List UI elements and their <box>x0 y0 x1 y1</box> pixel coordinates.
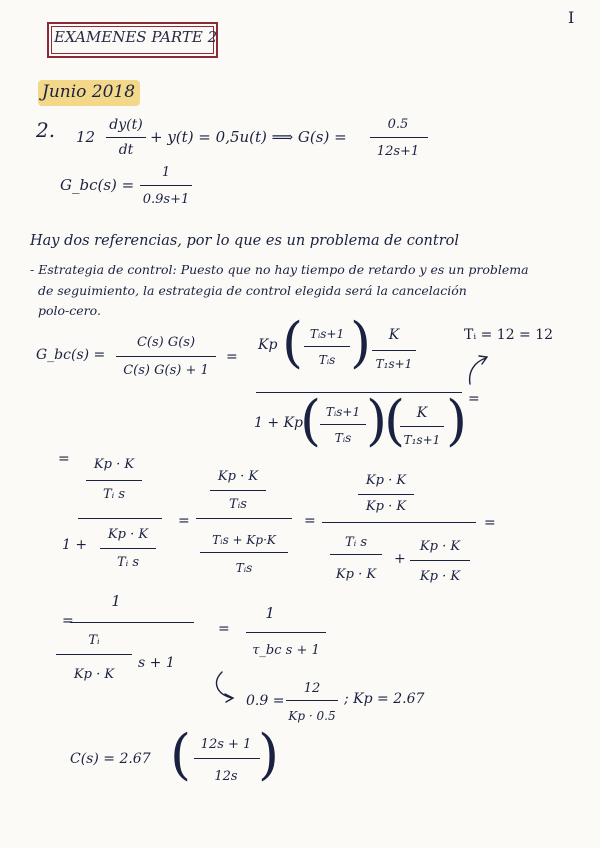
exam-date: Junio 2018 <box>42 82 136 102</box>
eq5-numerator: 12s + 1 <box>200 737 252 752</box>
ode-rest: + y(t) = 0,5u(t) ⟹ G(s) = <box>150 128 347 146</box>
eq1-den-paren-right-2: ) <box>446 389 468 452</box>
eq2-equals-b: = <box>178 513 190 529</box>
eq1-den-ti-denominator: Tᵢs <box>334 431 352 445</box>
eq2-a-den-den: Tᵢ s <box>116 555 140 570</box>
eq1-den-paren-left: ( <box>300 389 322 452</box>
eq3-den-inner-num: Tᵢ <box>88 633 100 648</box>
gbc-denominator: 0.9s+1 <box>142 192 190 207</box>
eq2-c-den-a-num: Tᵢ s <box>344 535 368 550</box>
eq5-lhs: C(s) = 2.67 <box>70 751 151 767</box>
eq3-den-tail: s + 1 <box>138 655 175 671</box>
eq1-den-paren-right: ) <box>366 389 388 452</box>
eq1-den-k-numerator: K <box>416 405 428 421</box>
problem-number: 2. <box>36 118 56 142</box>
text-line-3: de seguimiento, la estrategia de control elegida será la cancelación <box>38 283 467 298</box>
eq2-equals: = <box>58 451 70 467</box>
eq2-a-num-den: Tᵢ s <box>102 487 126 502</box>
eq1-paren-left: ( <box>282 311 304 374</box>
eq4-denominator: Kp · 0.5 <box>288 709 336 723</box>
eq1-equals: = <box>226 349 238 365</box>
ode-coefficient: 12 <box>76 128 96 146</box>
eq2-c-den-b-den: Kp · K <box>419 569 461 584</box>
eq4-lhs: 0.9 = <box>246 693 285 709</box>
eq1-ti-note: Tᵢ = 12 = 12 <box>464 327 554 343</box>
eq3-equals-b: = <box>218 621 230 637</box>
eq2-c-plus: + <box>394 551 406 567</box>
eq2-c-num-den: Kp · K <box>365 499 407 514</box>
eq1-den-ti-numerator: Tᵢs+1 <box>325 405 361 419</box>
eq4-tail: ; Kp = 2.67 <box>344 691 425 707</box>
eq2-a-den-prefix: 1 + <box>62 537 88 553</box>
text-line-4: polo-cero. <box>38 303 101 318</box>
text-line-2: - Estrategia de control: Puesto que no hay tiempo de retardo y es un problema <box>30 262 529 277</box>
curved-arrow-down-head <box>225 694 233 702</box>
eq2-equals-c: = <box>304 513 316 529</box>
eq1-frac-numerator: C(s) G(s) <box>136 335 196 350</box>
eq2-end-equals: = <box>484 515 496 531</box>
eq1-lhs: G_bc(s) = <box>36 347 106 363</box>
eq2-b-num-num: Kp · K <box>217 469 259 484</box>
eq2-c-den-a-den: Kp · K <box>335 567 377 582</box>
eq2-b-num-den: Tᵢs <box>229 497 247 512</box>
page-title: EXAMENES PARTE 2 <box>54 28 218 46</box>
eq2-b-den-den: Tᵢs <box>235 561 253 575</box>
eq1-den-paren-left-2: ( <box>384 389 406 452</box>
eq1-den-k-denominator: T₁s+1 <box>403 433 441 447</box>
gbc-label: G_bc(s) = <box>60 176 135 194</box>
ode-derivative-denominator: dt <box>118 142 134 158</box>
eq1-end-equals: = <box>468 391 480 407</box>
eq1-k-numerator: K <box>388 327 400 343</box>
curved-arrow-down <box>217 672 232 698</box>
eq2-a-num-num: Kp · K <box>93 457 135 472</box>
gbc-numerator: 1 <box>161 165 171 180</box>
text-line-1: Hay dos referencias, por lo que es un problema de control <box>30 233 460 249</box>
eq2-b-den-num: Tᵢs + Kp·K <box>212 533 276 547</box>
eq1-ti-numerator: Tᵢs+1 <box>309 327 345 341</box>
eq3-numerator: 1 <box>111 592 121 610</box>
eq1-paren-right: ) <box>350 311 372 374</box>
eq1-ti-denominator: Tᵢs <box>318 353 336 367</box>
eq1-k-denominator: T₁s+1 <box>375 357 413 371</box>
eq2-c-num-num: Kp · K <box>365 473 407 488</box>
eq3-b-denominator: τ_bc s + 1 <box>252 643 320 658</box>
eq4-numerator: 12 <box>303 681 321 696</box>
eq2-a-den-num: Kp · K <box>107 527 149 542</box>
ode-derivative-numerator: dy(t) <box>109 117 143 133</box>
eq3-equals: = <box>62 613 74 629</box>
eq1-frac-denominator: C(s) G(s) + 1 <box>123 363 209 378</box>
eq5-paren-left: ( <box>170 723 192 786</box>
eq2-c-den-b-num: Kp · K <box>419 539 461 554</box>
g-numerator: 0.5 <box>387 117 409 132</box>
eq3-b-numerator: 1 <box>265 604 275 622</box>
eq3-den-inner-den: Kp · K <box>73 667 115 682</box>
eq5-paren-right: ) <box>258 723 280 786</box>
page-number: I <box>568 8 575 27</box>
eq1-kp: Kp <box>258 337 278 353</box>
g-denominator: 12s+1 <box>376 144 420 159</box>
eq1-den-prefix: 1 + Kp <box>254 415 303 431</box>
eq5-denominator: 12s <box>214 769 238 784</box>
